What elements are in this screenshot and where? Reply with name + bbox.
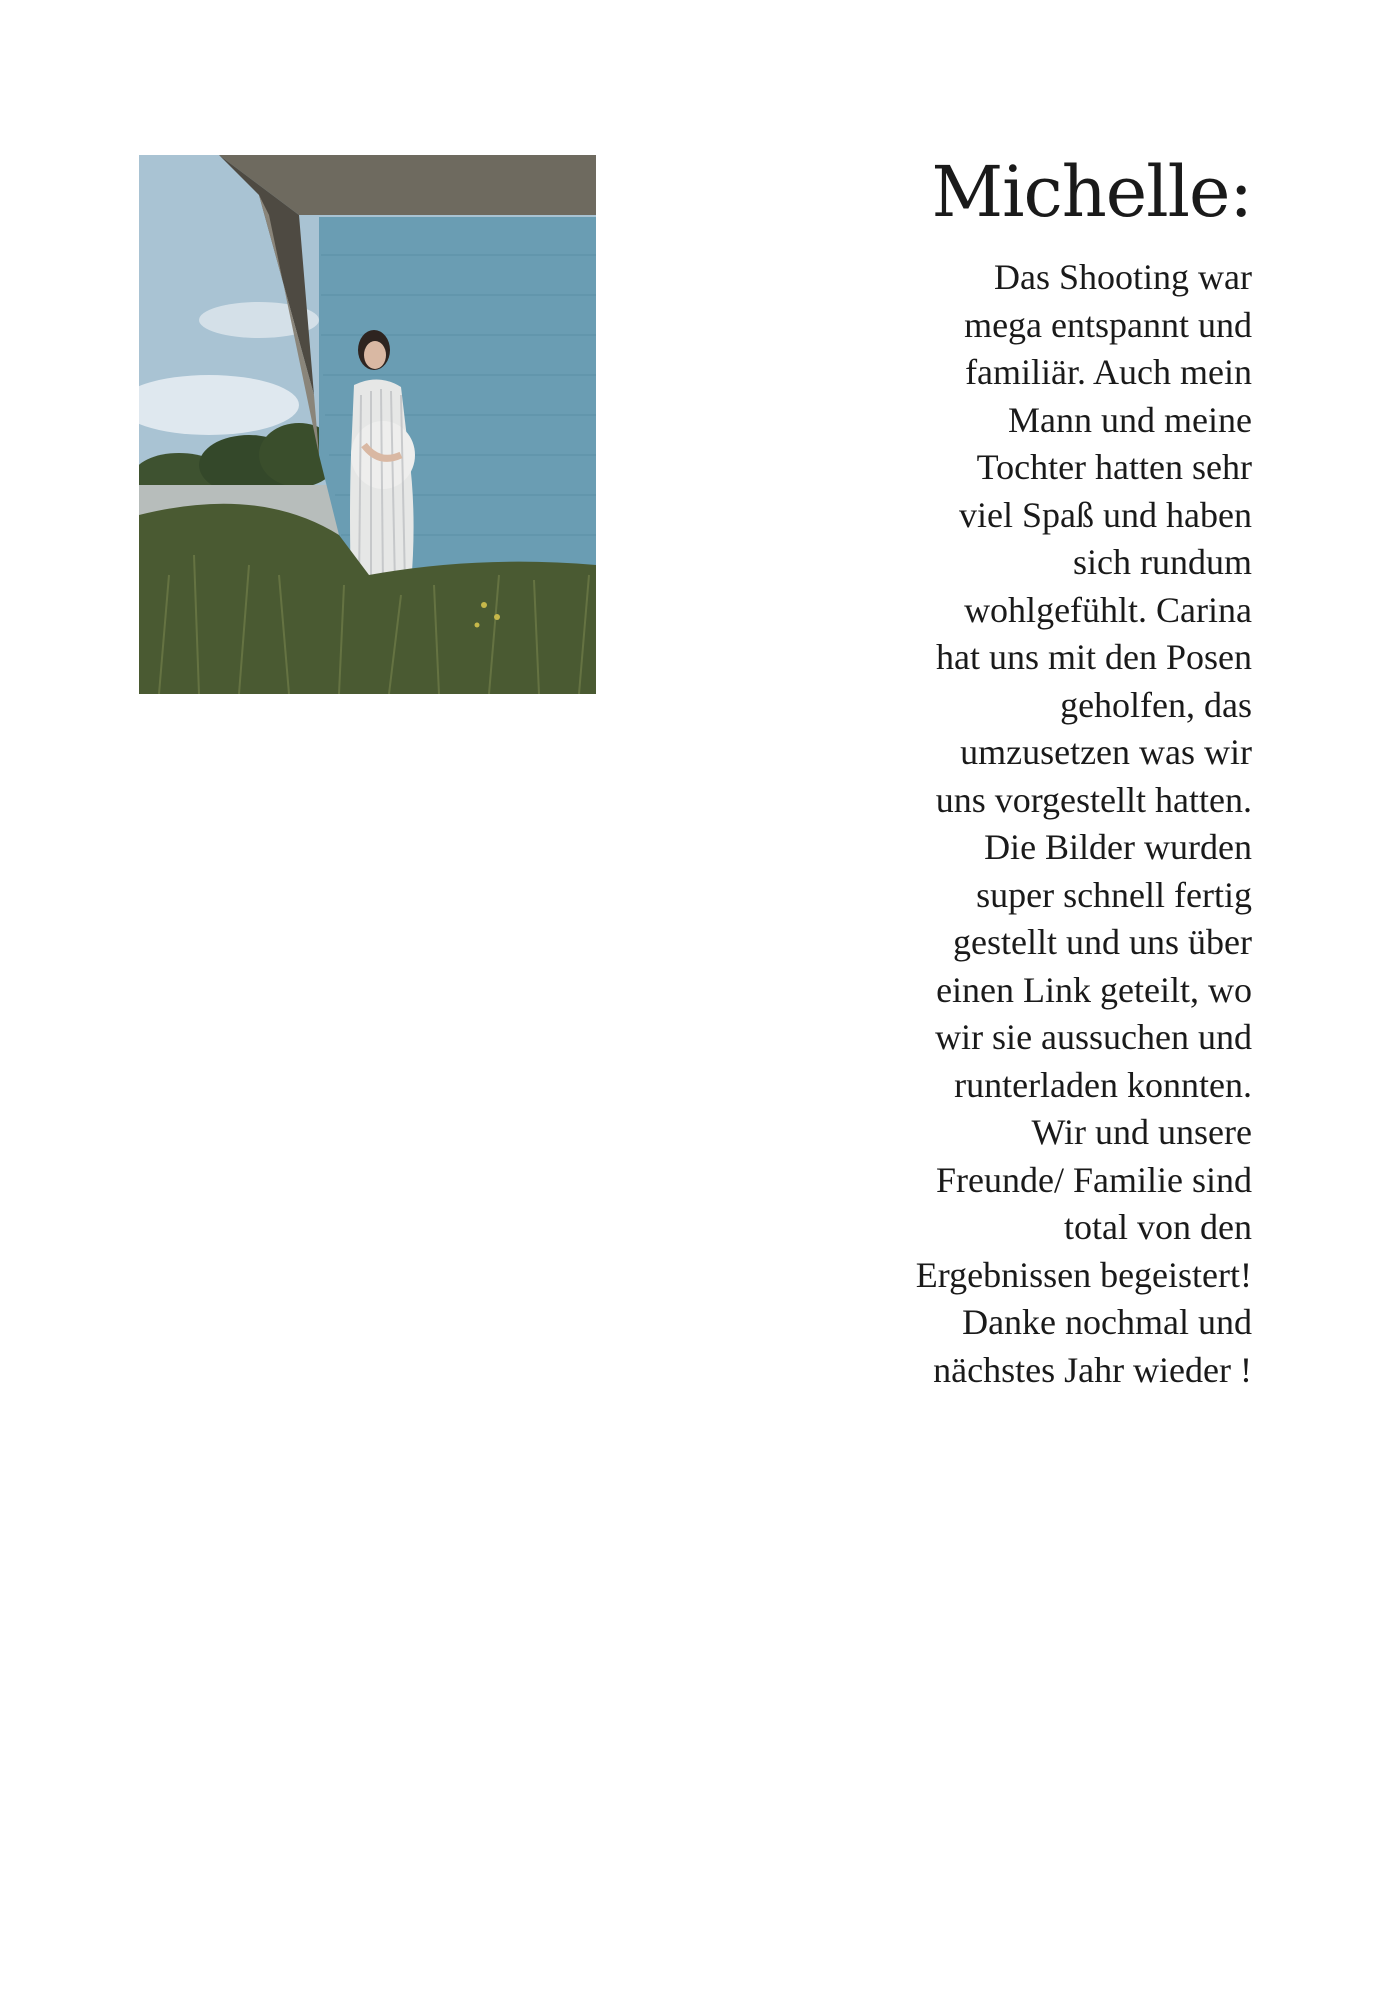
testimonial-line: uns vorgestellt hatten.	[935, 779, 1252, 820]
testimonial-line: nächstes Jahr wieder !	[933, 1349, 1252, 1390]
testimonial-line: Ergebnissen begeistert!	[915, 1254, 1252, 1295]
testimonial-line: Mann und meine	[1008, 399, 1252, 440]
testimonial-line: viel Spaß und haben	[959, 494, 1252, 535]
testimonial-line: geholfen, das	[1060, 684, 1252, 725]
maternity-photo	[139, 155, 596, 694]
testimonial-block	[860, 150, 1252, 1394]
testimonial-heading: Michelle:	[931, 151, 1252, 233]
testimonial-text	[860, 254, 1252, 1394]
testimonial-line: sich rundum	[1073, 542, 1252, 582]
testimonial-line: runterladen konnten.	[954, 1064, 1252, 1105]
testimonial-line: Die Bilder wurden	[984, 827, 1252, 867]
testimonial-line: gestellt und uns über	[953, 922, 1252, 962]
testimonial-line: Das Shooting war	[994, 257, 1252, 297]
testimonial-line: Freunde/ Familie sind	[936, 1159, 1252, 1200]
testimonial-line: total von den	[1064, 1207, 1252, 1247]
testimonial-line: mega entspannt und	[964, 304, 1252, 345]
testimonial-line: einen Link geteilt, wo	[936, 969, 1252, 1010]
testimonial-line: Wir und unsere	[1031, 1112, 1252, 1152]
testimonial-line: Tochter hatten sehr	[976, 447, 1252, 487]
testimonial-line: umzusetzen was wir	[960, 732, 1252, 772]
testimonial-line: super schnell fertig	[976, 874, 1252, 915]
testimonial-line: Danke nochmal und	[962, 1302, 1252, 1342]
testimonial-line: hat uns mit den Posen	[936, 637, 1252, 677]
testimonial-line: wohlgefühlt. Carina	[964, 589, 1252, 630]
testimonial-line: wir sie aussuchen und	[935, 1017, 1252, 1057]
testimonial-line: familiär. Auch mein	[965, 352, 1252, 392]
